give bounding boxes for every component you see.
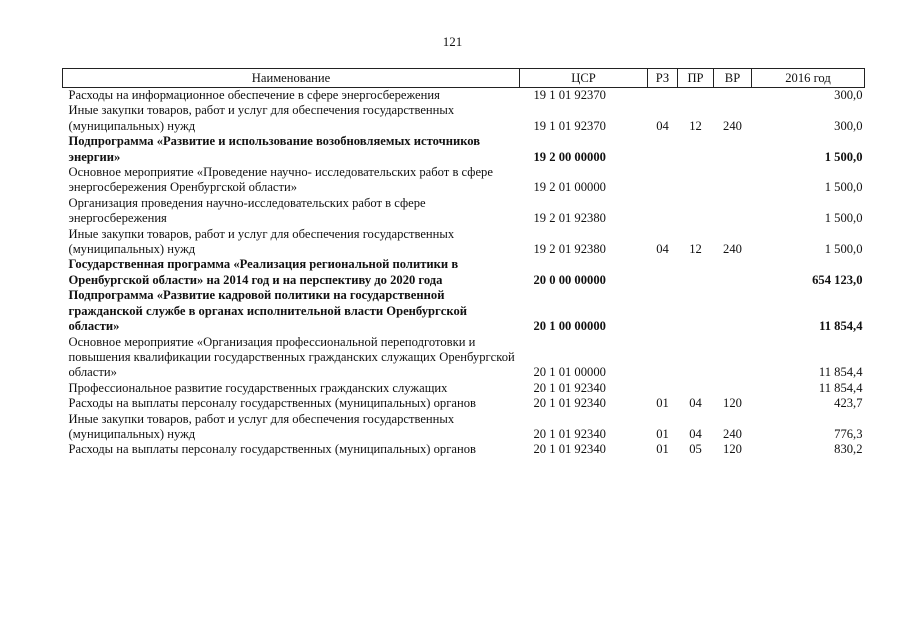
vr-cell: 120 [723,396,742,411]
amount-cell: 11 854,4 [818,380,863,395]
rz-cell [648,288,678,334]
header-csr: ЦСР [520,69,648,88]
table-row [63,196,865,227]
name-cell: Иные закупки товаров, работ и услуг для обеспечения государственных (муниципальных) нужд [68,103,455,133]
pr-cell [678,165,714,196]
amount-cell: 423,7 [834,396,863,411]
csr-cell: 19 2 00 00000 [533,149,606,164]
table-row [63,227,865,258]
amount-cell: 1 500,0 [824,149,863,164]
table-row [63,165,865,196]
vr-cell [714,381,752,396]
amount-cell: 300,0 [834,88,863,102]
csr-cell: 20 1 01 92340 [533,396,606,411]
amount-cell: 11 854,4 [818,365,863,380]
name-cell: Иные закупки товаров, работ и услуг для обеспечения государственных (муниципальных) нужд [68,411,455,441]
rz-cell: 04 [656,118,669,133]
budget-table [62,68,865,458]
csr-cell: 20 1 01 92340 [533,426,606,441]
rz-cell: 01 [656,396,669,411]
vr-cell: 240 [723,426,742,441]
table-row [63,103,865,134]
rz-cell [648,165,678,196]
vr-cell: 240 [723,242,742,257]
table-row [63,134,865,165]
pr-cell: 12 [689,118,702,133]
name-cell: Расходы на выплаты персоналу государственных (муниципальных) органов [68,442,476,457]
table-row [63,381,865,396]
pr-cell [678,196,714,227]
csr-cell: 19 1 01 92370 [533,118,606,133]
header-year: 2016 год [752,69,865,88]
name-cell: Основное мероприятие «Проведение научно- исследовательских работ в сфере энергосбережения Оренбургской области» [68,165,493,195]
name-cell: Подпрограмма «Развитие кадровой политики на государственной гражданской службе в органах исполнительной власти Оренбургской области» [68,288,468,334]
rz-cell [648,134,678,165]
name-cell: Расходы на информационное обеспечение в сфере энергосбережения [68,88,440,102]
csr-cell: 19 2 01 92380 [533,242,606,257]
name-cell: Основное мероприятие «Организация профессиональной переподготовки и повышения квалификации государственных гражданских служащих Оренбургской области» [68,334,515,380]
vr-cell: 120 [723,442,742,457]
csr-cell: 20 1 01 92340 [533,442,606,457]
csr-cell: 20 1 01 00000 [533,365,606,380]
amount-cell: 300,0 [834,118,863,133]
page-number: 121 [442,34,463,49]
pr-cell [678,88,714,104]
rz-cell [648,335,678,381]
pr-cell [678,257,714,288]
vr-cell [714,134,752,165]
vr-cell [714,88,752,104]
vr-cell [714,257,752,288]
rz-cell: 01 [656,442,669,457]
pr-cell [678,381,714,396]
amount-cell: 776,3 [834,426,863,441]
amount-cell: 1 500,0 [824,211,863,226]
csr-cell: 19 2 01 00000 [533,180,606,195]
vr-cell [714,196,752,227]
header-rz: РЗ [648,69,678,88]
table-row [63,442,865,457]
amount-cell: 830,2 [834,442,863,457]
name-cell: Подпрограмма «Развитие и использование возобновляемых источников энергии» [68,134,481,164]
amount-cell: 1 500,0 [824,242,863,257]
vr-cell [714,288,752,334]
table-row [63,335,865,381]
name-cell: Государственная программа «Реализация региональной политики в Оренбургской области» на 2014 год и на перспективу до 2020 года [68,257,459,287]
pr-cell: 05 [689,442,702,457]
pr-cell [678,335,714,381]
amount-cell: 1 500,0 [824,180,863,195]
table-row [63,288,865,334]
csr-cell: 20 1 00 00000 [533,319,606,334]
vr-cell: 240 [723,118,742,133]
pr-cell: 04 [689,396,702,411]
pr-cell: 12 [689,242,702,257]
rz-cell [648,196,678,227]
name-cell: Иные закупки товаров, работ и услуг для обеспечения государственных (муниципальных) нужд [68,226,455,257]
name-cell: Расходы на выплаты персоналу государственных (муниципальных) органов [68,396,476,411]
table-row [63,412,865,443]
rz-cell: 04 [656,242,669,257]
table-row [63,257,865,288]
rz-cell [648,257,678,288]
header-pr: ПР [678,69,714,88]
csr-cell: 20 1 01 92340 [533,380,606,395]
pr-cell [678,288,714,334]
table-header-row [63,69,865,88]
csr-cell: 19 2 01 92380 [533,211,606,226]
rz-cell: 01 [656,426,669,441]
name-cell: Профессиональное развитие государственных гражданских служащих [68,380,448,395]
table-body [63,88,865,458]
pr-cell [678,134,714,165]
header-vr: ВР [714,69,752,88]
header-name: Наименование [63,69,520,88]
csr-cell: 19 1 01 92370 [533,88,606,102]
rz-cell [648,381,678,396]
csr-cell: 20 0 00 00000 [533,272,606,287]
name-cell: Организация проведения научно-исследовательских работ в сфере энергосбережения [68,195,426,226]
pr-cell: 04 [689,426,702,441]
vr-cell [714,335,752,381]
vr-cell [714,165,752,196]
amount-cell: 11 854,4 [819,319,863,334]
table-row [63,396,865,411]
table-row [63,88,865,104]
amount-cell: 654 123,0 [812,272,863,287]
rz-cell [648,88,678,104]
